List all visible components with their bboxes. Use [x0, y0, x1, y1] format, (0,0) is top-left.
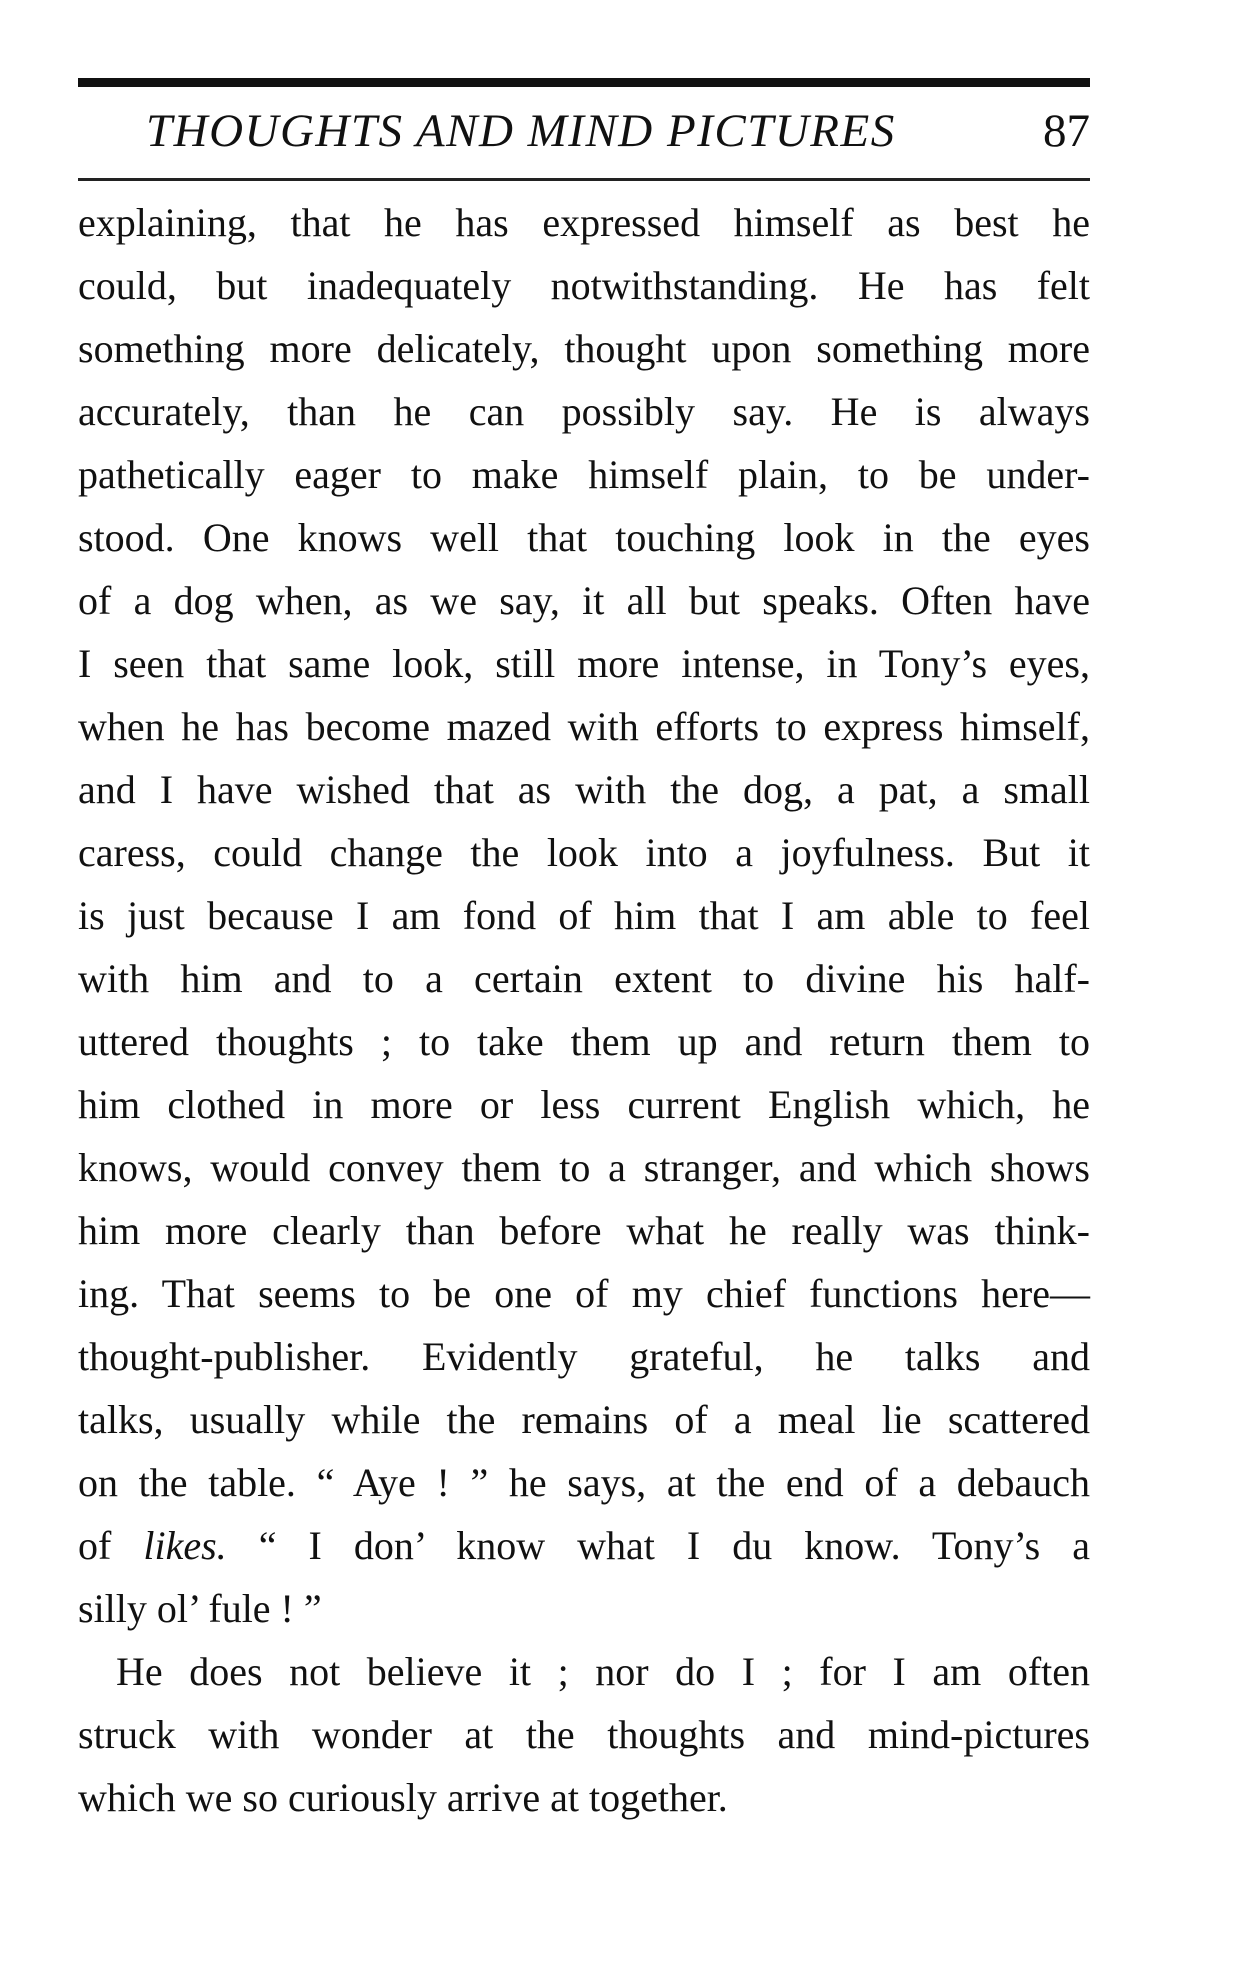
running-title: THOUGHTS AND MIND PICTURES	[146, 105, 896, 157]
text-line: of a dog when, as we say, it all but speaks. Often have	[78, 578, 1090, 623]
text-line: could, but inadequately notwithstanding. He has felt	[78, 263, 1090, 308]
running-head	[78, 104, 1090, 170]
text-line: when he has become mazed with efforts to express himself,	[78, 704, 1090, 749]
text-line: talks, usually while the remains of a meal lie scattered	[78, 1397, 1090, 1442]
text-line: on the table. “ Aye ! ” he says, at the end of a debauch	[78, 1460, 1090, 1505]
text-line: uttered thoughts ; to take them up and return them to	[78, 1019, 1090, 1064]
text-line: explaining, that he has expressed himself as best he	[78, 200, 1090, 245]
text-line: caress, could change the look into a joyfulness. But it	[78, 830, 1090, 875]
text-line: is just because I am fond of him that I am able to feel	[78, 893, 1090, 938]
text-line: him more clearly than before what he really was think-	[78, 1208, 1090, 1253]
paragraph-1	[78, 191, 1090, 1640]
header-rule-thin	[78, 178, 1090, 181]
text-fragment: of	[78, 1523, 144, 1568]
body-text	[78, 191, 1090, 1829]
text-line: with him and to a certain extent to divine his half-	[78, 956, 1090, 1001]
page-number: 87	[1043, 105, 1090, 157]
paragraph-2	[78, 1640, 1090, 1829]
italic-word: likes.	[143, 1523, 227, 1568]
text-line: ing. That seems to be one of my chief functions here—	[78, 1271, 1090, 1316]
text-line: He does not believe it ; nor do I ; for I am often	[116, 1649, 1090, 1694]
text-line: something more delicately, thought upon something more	[78, 326, 1090, 371]
text-line: struck with wonder at the thoughts and mind-pictures	[78, 1712, 1090, 1757]
text-line: thought-publisher. Evidently grateful, he talks and	[78, 1334, 1090, 1379]
text-line: him clothed in more or less current English which, he	[78, 1082, 1090, 1127]
text-line-with-italic	[78, 1514, 1090, 1577]
text-line: which we so curiously arrive at together.	[78, 1775, 728, 1820]
text-line: knows, would convey them to a stranger, and which shows	[78, 1145, 1090, 1190]
text-line: silly ol’ fule ! ”	[78, 1586, 322, 1631]
header-rule-thick	[78, 78, 1090, 87]
text-line: and I have wished that as with the dog, a pat, a small	[78, 767, 1090, 812]
text-line: stood. One knows well that touching look in the eyes	[78, 515, 1090, 560]
text-line: I seen that same look, still more intense, in Tony’s eyes,	[78, 641, 1090, 686]
text-line: accurately, than he can possibly say. He is always	[78, 389, 1090, 434]
text-fragment: “ I don’ know what I du know. Tony’s a	[226, 1523, 1090, 1568]
text-line: pathetically eager to make himself plain, to be under-	[78, 452, 1090, 497]
